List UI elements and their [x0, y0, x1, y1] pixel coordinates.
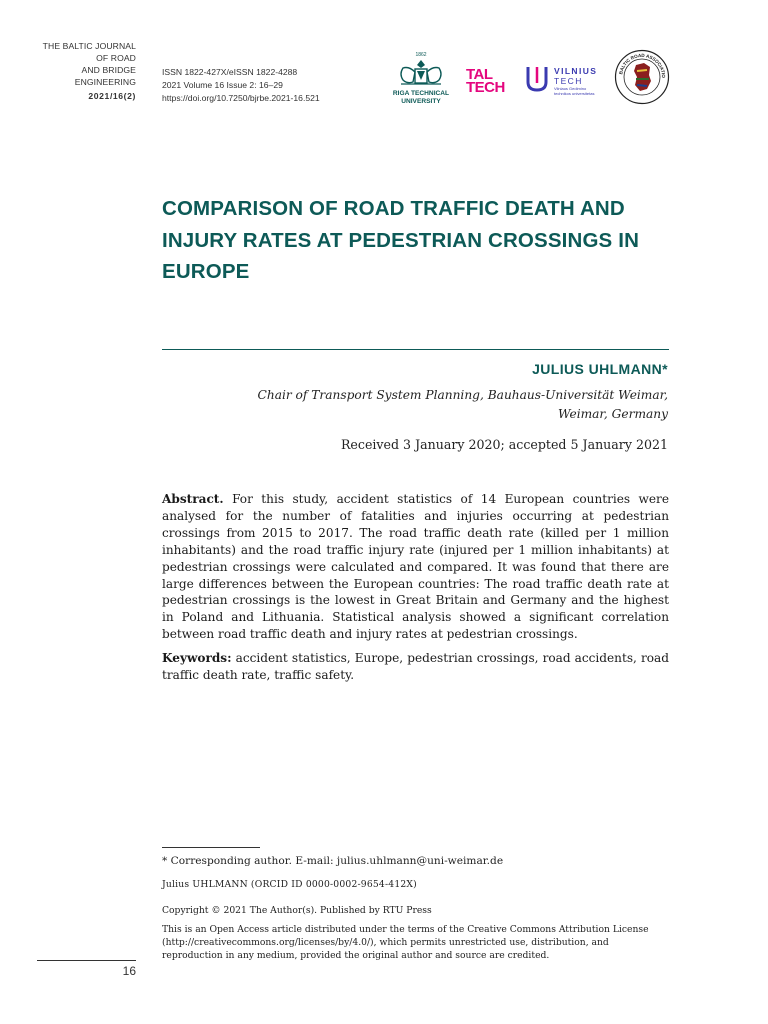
- journal-name-line: AND BRIDGE: [81, 65, 136, 75]
- copyright-line: Copyright © 2021 The Author(s). Published by RTU Press: [162, 905, 432, 916]
- article-title: COMPARISON OF ROAD TRAFFIC DEATH AND INJURY RATES AT PEDESTRIAN CROSSINGS IN EUROPE: [162, 197, 640, 283]
- rtu-crest-icon: [395, 58, 447, 86]
- author-name: JULIUS UHLMANN*: [532, 361, 668, 377]
- volume-issue: 2021 Volume 16 Issue 2: 16–29: [162, 80, 283, 90]
- journal-name-line: OF ROAD: [96, 53, 136, 63]
- taltech-line: TAL: [466, 66, 493, 83]
- orcid-line: Julius UHLMANN (ORCID ID 0000-0002-9654-412X): [162, 879, 417, 890]
- title-divider: [162, 349, 669, 350]
- author-affiliation: [228, 386, 668, 424]
- journal-name-line: THE BALTIC JOURNAL: [42, 41, 136, 51]
- bra-seal-icon: [614, 49, 670, 105]
- rtu-logo: [386, 52, 456, 104]
- vilnius-tech-logo: [524, 64, 610, 98]
- rtu-name-line: RIGA TECHNICAL: [392, 90, 450, 97]
- doi-link[interactable]: https://doi.org/10.7250/bjrbe.2021-16.521: [162, 93, 320, 103]
- page-number: 16: [122, 964, 136, 978]
- rtu-year: 1862: [415, 52, 427, 58]
- baltic-road-association-seal: [614, 49, 670, 105]
- keywords-text: accident statistics, Europe, pedestrian crossings, road accidents, road traffic death rate, traffic safety.: [162, 651, 669, 682]
- publication-meta: [162, 66, 320, 105]
- abstract: [162, 491, 669, 643]
- taltech-line: TECH: [466, 79, 505, 96]
- rtu-name-line: UNIVERSITY: [401, 97, 441, 105]
- license-text: This is an Open Access article distributed under the terms of the Creative Commons Attribution License (http://creativecommons.org/licenses/by/4.0/), which permits unrestricted use, distribution, and reproduction in any medium, provided the original author and source are credited.: [162, 924, 649, 961]
- bra-seal-text: BALTIC ROAD ASSOCIATIO: [618, 52, 667, 78]
- vilnius-line: TECH: [554, 76, 583, 86]
- corresponding-author-footnote: * Corresponding author. E-mail: julius.uhlmann@uni-weimar.de: [162, 855, 504, 867]
- keywords-label: Keywords:: [162, 651, 232, 665]
- vilnius-sub-line: Vilniaus Gedimino: [554, 86, 587, 91]
- abstract-label: Abstract.: [162, 492, 224, 506]
- vilnius-tech-mark-icon: [524, 64, 550, 94]
- affiliation-line: Weimar, Germany: [557, 407, 668, 421]
- journal-issue: 2021/16(2): [88, 91, 136, 101]
- vilnius-subtitle: [554, 87, 594, 96]
- journal-name: [20, 40, 136, 102]
- received-dates: Received 3 January 2020; accepted 5 January 2021: [340, 437, 668, 452]
- vilnius-sub-line: technikos universitetas: [554, 90, 595, 96]
- journal-name-line: ENGINEERING: [74, 77, 136, 87]
- affiliation-line: Chair of Transport System Planning, Bauhaus-Universität Weimar,: [257, 388, 668, 402]
- page-number-divider: [37, 960, 136, 961]
- keywords: [162, 650, 669, 684]
- abstract-text: For this study, accident statistics of 14 European countries were analysed for the number of fatalities and injuries occurring at pedestrian crossings from 2015 to 2017. The road traffic death rate (killed per 1 million inhabitants) and the road traffic injury rate (injured per 1 million inhabitants) at pedestrian crossings were calculated and compared. It was found that there are large differences between the European countries: The road traffic death rate at pedestrian crossings is the lowest in Great Britain and Germany and the highest in Poland and Lithuania. Statistical analysis showed a significant correlation between road traffic death and injury rates at pedestrian crossings.: [162, 492, 669, 642]
- taltech-logo: [466, 68, 505, 94]
- issn: ISSN 1822-427X/eISSN 1822-4288: [162, 67, 298, 77]
- vilnius-line: VILNIUS: [554, 66, 598, 76]
- footnote-divider: [162, 847, 260, 848]
